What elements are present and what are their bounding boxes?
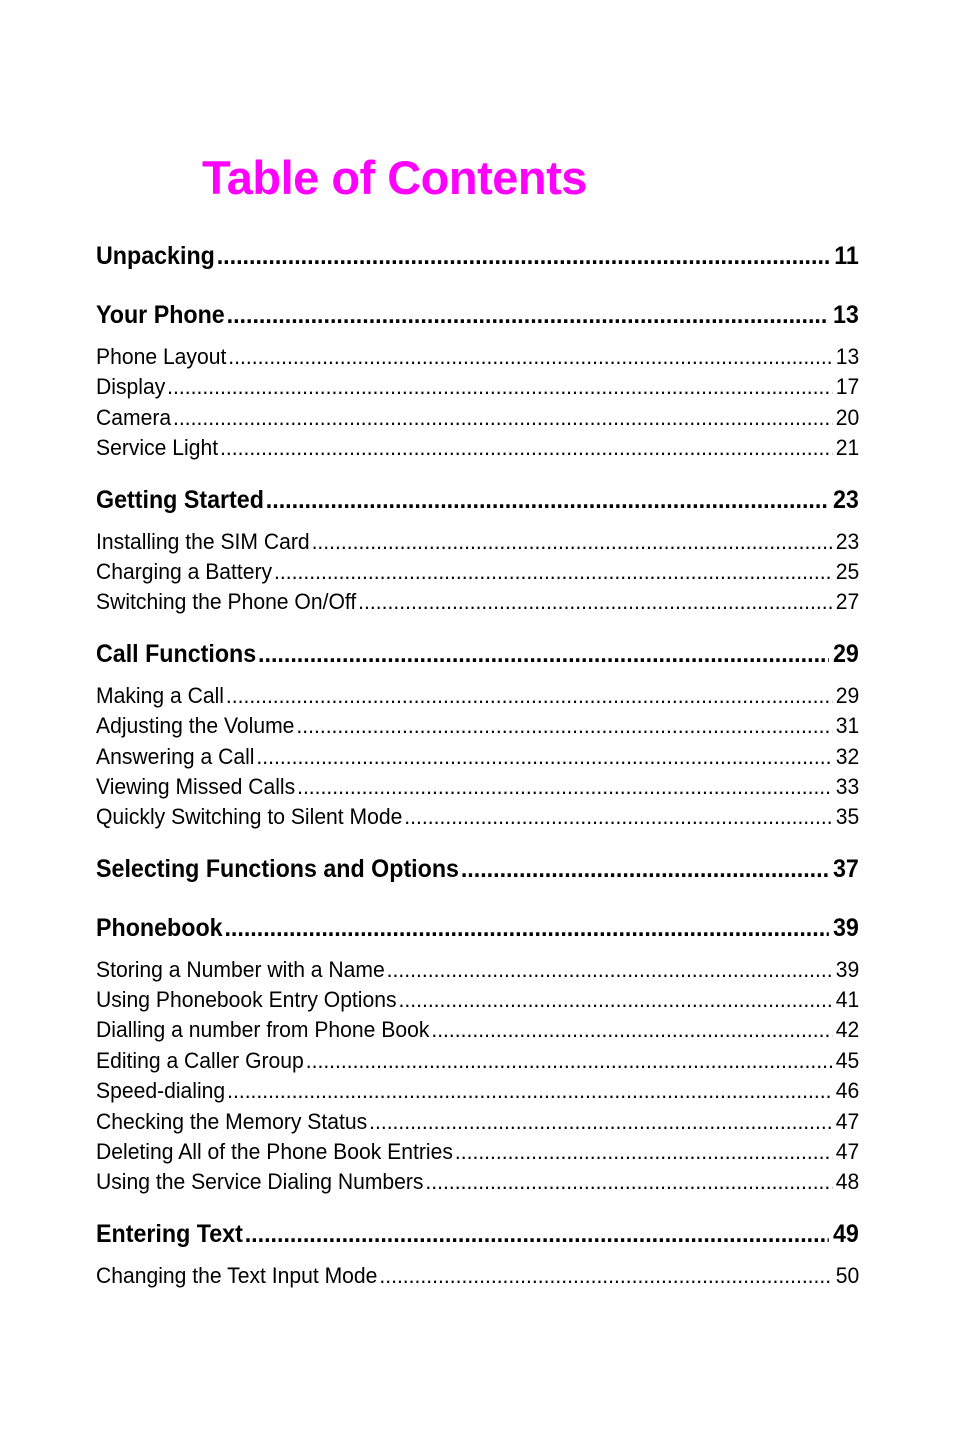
toc-subentry-silent-mode[interactable] [96, 802, 859, 832]
dot-leader [258, 631, 829, 677]
toc-subentry-page: 41 [835, 987, 860, 1013]
toc-subentry-label: Phone Layout [96, 344, 227, 369]
toc-subentry-page: 42 [835, 1017, 860, 1043]
toc-subentry-page: 31 [835, 713, 860, 739]
dot-leader [431, 1015, 832, 1045]
toc-entry-label: Phonebook [96, 913, 223, 942]
toc-subentry-page: 50 [835, 1262, 860, 1288]
toc-subentry-page: 29 [835, 682, 860, 708]
toc-subentry-page: 39 [835, 956, 860, 982]
toc-section-your-phone [96, 292, 859, 464]
toc-entry-getting-started[interactable] [96, 477, 859, 523]
toc-subentry-caller-group[interactable] [96, 1046, 859, 1076]
toc-subentry-page: 27 [835, 589, 860, 615]
dot-leader [306, 1046, 832, 1076]
toc-entry-label: Getting Started [96, 485, 264, 514]
dot-leader [220, 433, 832, 463]
dot-leader [398, 985, 831, 1015]
toc-entry-unpacking[interactable] [96, 233, 859, 279]
toc-subentry-memory-status[interactable] [96, 1107, 859, 1137]
toc-section-getting-started [96, 477, 859, 618]
toc-subentry-page: 48 [835, 1169, 860, 1195]
table-of-contents [96, 233, 859, 1291]
toc-subentry-label: Answering a Call [96, 743, 255, 769]
toc-subentry-service-light[interactable] [96, 433, 859, 463]
toc-entry-page: 39 [832, 913, 859, 942]
toc-entry-selecting-functions[interactable] [96, 846, 859, 892]
toc-subentry-page: 47 [835, 1139, 860, 1165]
dot-leader [404, 802, 832, 832]
toc-subentry-page: 35 [835, 804, 860, 830]
dot-leader [369, 1107, 832, 1137]
toc-entry-label: Selecting Functions and Options [96, 854, 459, 883]
toc-subentry-page: 25 [835, 558, 860, 584]
dot-leader [358, 587, 832, 617]
toc-entry-entering-text[interactable] [96, 1211, 859, 1257]
dot-leader [455, 1137, 832, 1167]
toc-subentry-label: Switching the Phone On/Off [96, 589, 357, 615]
toc-subentry-page: 13 [835, 344, 860, 369]
dot-leader [227, 1076, 832, 1106]
dot-leader [312, 527, 832, 557]
toc-subentry-label: Display [96, 374, 166, 400]
toc-subentry-charging-battery[interactable] [96, 557, 859, 587]
toc-entry-page: 29 [832, 639, 859, 668]
toc-subentry-page: 32 [835, 743, 860, 769]
dot-leader [425, 1167, 831, 1197]
toc-subentry-page: 21 [835, 435, 860, 461]
toc-subentry-camera[interactable] [96, 403, 859, 433]
toc-entry-page: 37 [832, 854, 859, 883]
toc-entry-label: Entering Text [96, 1219, 243, 1248]
toc-subentry-installing-sim[interactable] [96, 527, 859, 557]
dot-leader [226, 681, 832, 711]
toc-subentry-adjusting-volume[interactable] [96, 711, 859, 741]
toc-subentry-speed-dialing[interactable] [96, 1076, 859, 1106]
dot-leader [227, 292, 830, 338]
toc-entry-page: 11 [834, 242, 859, 270]
toc-subentry-label: Deleting All of the Phone Book Entries [96, 1139, 453, 1165]
toc-entry-call-functions[interactable] [96, 631, 859, 677]
toc-subentry-label: Using Phonebook Entry Options [96, 987, 397, 1013]
toc-subentry-label: Viewing Missed Calls [96, 773, 296, 799]
dot-leader [297, 772, 832, 802]
toc-entry-your-phone[interactable] [96, 292, 859, 338]
toc-subentry-page: 33 [835, 773, 860, 799]
toc-section-call-functions [96, 631, 859, 833]
dot-leader [296, 711, 832, 741]
toc-subentry-making-call[interactable] [96, 681, 859, 711]
toc-subentry-label: Dialling a number from Phone Book [96, 1017, 430, 1043]
toc-subentry-label: Speed-dialing [96, 1078, 226, 1104]
dot-leader [217, 233, 831, 279]
toc-subentry-label: Charging a Battery [96, 558, 273, 584]
toc-subentry-missed-calls[interactable] [96, 772, 859, 802]
toc-subentry-phone-layout[interactable] [96, 342, 859, 372]
toc-subentry-label: Using the Service Dialing Numbers [96, 1169, 424, 1195]
dot-leader [245, 1211, 830, 1257]
toc-subentry-switching-on-off[interactable] [96, 587, 859, 617]
toc-entry-phonebook[interactable] [96, 905, 859, 951]
dot-leader [256, 742, 831, 772]
toc-subentry-page: 45 [835, 1047, 860, 1073]
toc-subentry-service-dialing[interactable] [96, 1167, 859, 1197]
toc-subentry-display[interactable] [96, 372, 859, 402]
toc-subentry-answering-call[interactable] [96, 742, 859, 772]
toc-entry-page: 49 [832, 1219, 859, 1248]
toc-subentry-label: Camera [96, 404, 172, 430]
toc-entry-label: Unpacking [96, 242, 215, 270]
toc-subentry-label: Storing a Number with a Name [96, 956, 385, 982]
toc-entry-label: Your Phone [96, 301, 225, 329]
toc-section-unpacking [96, 233, 859, 279]
toc-subentry-page: 47 [835, 1108, 860, 1134]
dot-leader [224, 905, 829, 951]
toc-subentry-storing-number[interactable] [96, 955, 859, 985]
dot-leader [379, 1261, 832, 1291]
toc-subentry-label: Service Light [96, 435, 219, 461]
toc-subentry-label: Making a Call [96, 682, 224, 708]
toc-subentry-label: Checking the Memory Status [96, 1108, 368, 1134]
toc-subentry-page: 46 [835, 1078, 860, 1104]
toc-subentry-label: Changing the Text Input Mode [96, 1262, 378, 1288]
page-title: Table of Contents [202, 151, 587, 204]
toc-subentry-page: 17 [835, 374, 860, 400]
toc-subentry-deleting-entries[interactable] [96, 1137, 859, 1167]
toc-subentry-text-input-mode[interactable] [96, 1261, 859, 1291]
toc-subentry-entry-options[interactable] [96, 985, 859, 1015]
dot-leader [167, 372, 832, 402]
dot-leader [228, 342, 832, 372]
toc-subentry-page: 23 [835, 528, 860, 554]
dot-leader [387, 955, 832, 985]
toc-entry-label: Call Functions [96, 639, 257, 668]
dot-leader [274, 557, 832, 587]
toc-subentry-label: Adjusting the Volume [96, 713, 295, 739]
dot-leader [461, 846, 829, 892]
toc-section-entering-text [96, 1211, 859, 1291]
toc-subentry-label: Editing a Caller Group [96, 1047, 304, 1073]
toc-entry-page: 13 [832, 301, 859, 329]
toc-section-phonebook [96, 905, 859, 1198]
toc-subentry-page: 20 [835, 404, 860, 430]
dot-leader [173, 403, 832, 433]
dot-leader [266, 477, 829, 523]
toc-entry-page: 23 [832, 485, 859, 514]
toc-section-selecting-functions [96, 846, 859, 892]
toc-subentry-label: Quickly Switching to Silent Mode [96, 804, 403, 830]
toc-subentry-label: Installing the SIM Card [96, 528, 310, 554]
toc-subentry-dialling-number[interactable] [96, 1015, 859, 1045]
